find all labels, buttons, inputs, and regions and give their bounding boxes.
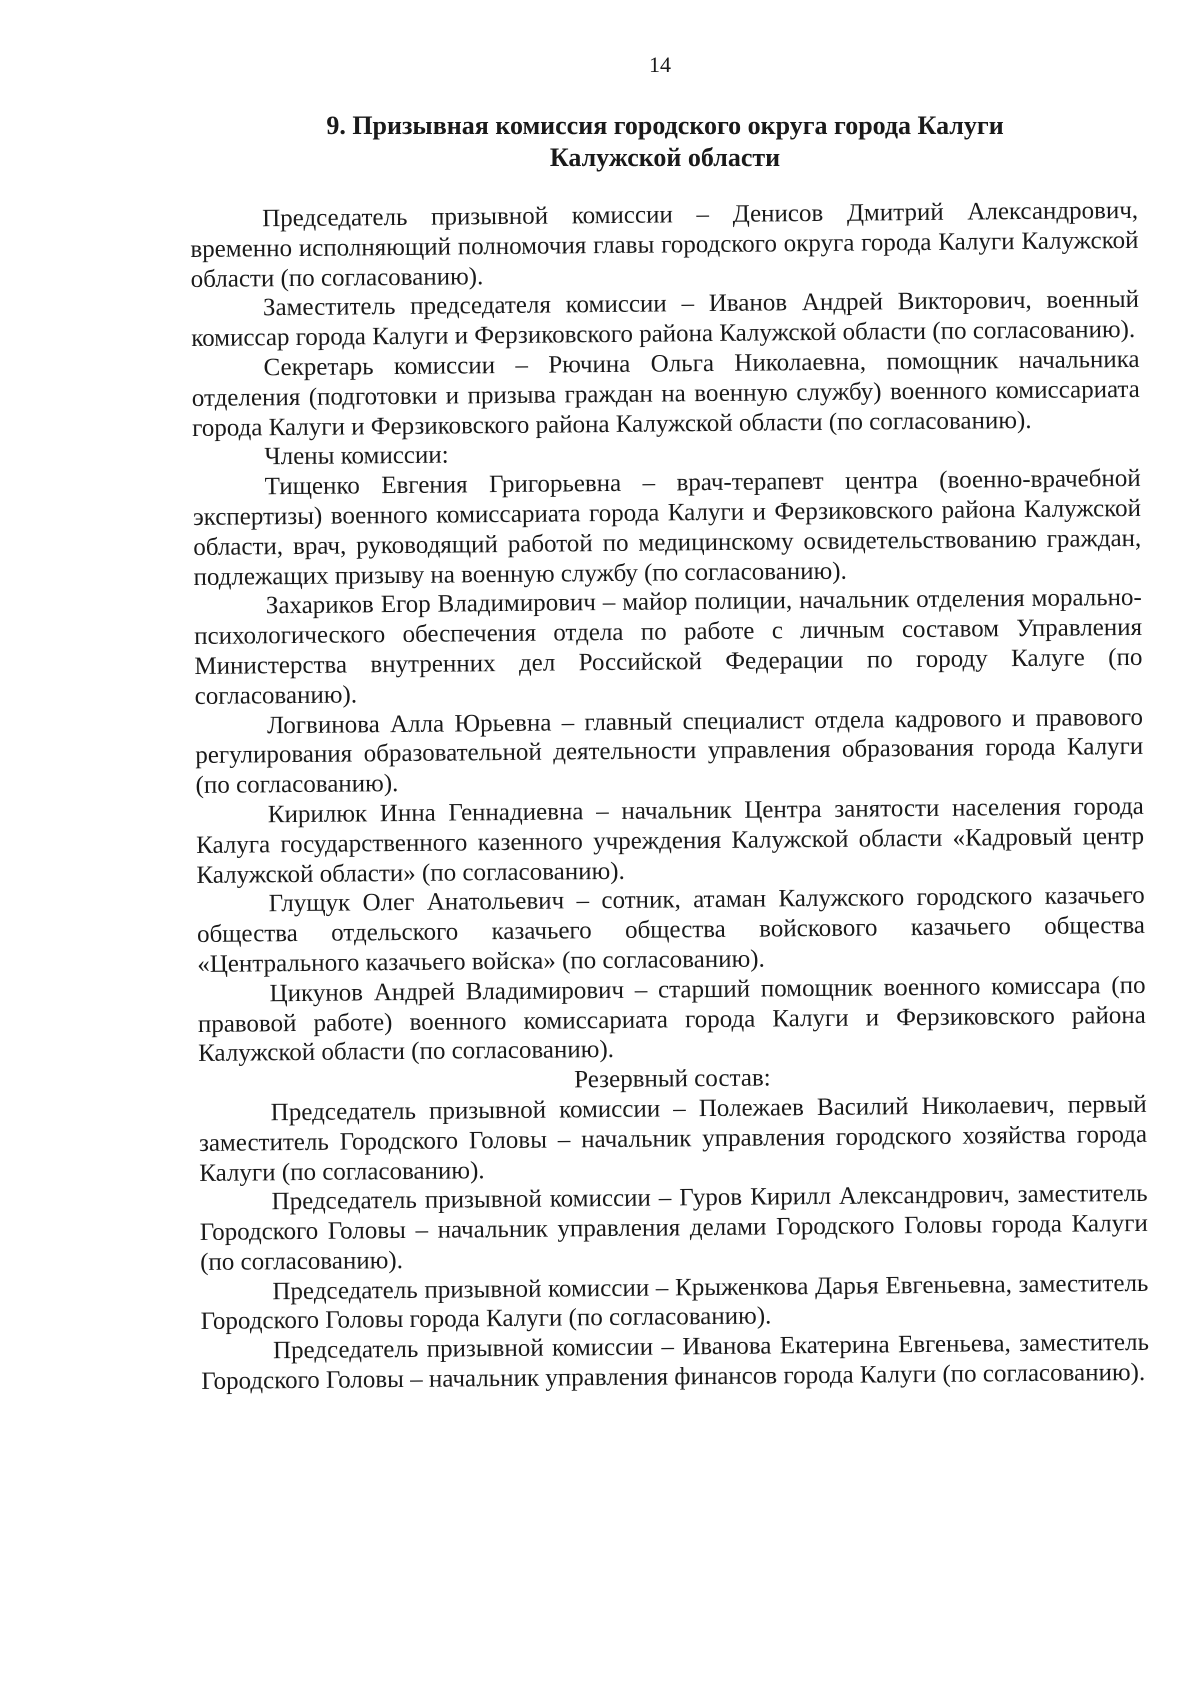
page-number: 14 [649,52,671,77]
paragraph-member-glushchuk: Глущук Олег Анатольевич – сотник, атаман Калужского городского казачьего общества отдельского казачьего общества войскового казачьего общества «Центрального казачьего войска» (по согласованию). [196,882,1146,978]
paragraph-members-heading: Члены комиссии: [264,441,449,471]
paragraph-deputy-chairman: Заместитель председателя комиссии – Иванов Андрей Викторович, военный комиссар города Калуги и Ферзиковского района Калужской области (по согласованию). [191,286,1140,353]
paragraph-reserve-gurov: Председатель призывной комиссии – Гуров Кирилл Александрович, заместитель Городского Головы – начальник управления делами Городского Головы города Калуги (по согласованию). [199,1180,1148,1276]
paragraph-reserve-polezhaev: Председатель призывной комиссии – Полежаев Василий Николаевич, первый заместитель Городского Головы – начальник управления городского хозяйства города Калуги (по согласованию). [198,1090,1148,1187]
paragraph-member-tsikunov: Цикунов Андрей Владимирович – старший помощник военного комиссара (по правовой работе) военного комиссариата города Калуги и Ферзиковского района Калужской области (по согласованию). [197,971,1146,1068]
paragraph-member-kirilyuk: Кирилюк Инна Геннадиевна – начальник Центра занятости населения города Калуга государственного казенного учреждения Калужской области «Кадровый центр Калужской области» (по согласованию). [196,792,1145,889]
paragraph-reserve-kryzhenkova: Председатель призывной комиссии – Крыженкова Дарья Евгеньевна, заместитель Городского Головы города Калуги (по согласованию). [200,1269,1149,1336]
section-title-line-1: 9. Призывная комиссия городского округа города Калуги [326,111,1004,140]
reserve-heading: Резервный состав: [574,1064,771,1094]
section-title [190,110,1140,174]
paragraph-reserve-ivanova: Председатель призывной комиссии – Иванова Екатерина Евгеньева, заместитель Городского Головы – начальник управления финансов города Калуги (по согласованию). [201,1329,1150,1396]
paragraph-chairman: Председатель призывной комиссии – Денисов Дмитрий Александрович, временно исполняющий полномочия главы городского округа города Калуги Калужской области (по согласованию). [190,196,1139,293]
paragraph-member-logvinova: Логвинова Алла Юрьевна – главный специалист отдела кадрового и правового регулирования образовательной деятельности управления образования города Калуги (по согласованию). [195,703,1144,800]
document-body [190,196,1149,1397]
paragraph-member-zakharikov: Захариков Егор Владимирович – майор полиции, начальник отделения морально-психологического обеспечения отдела по работе с личным составом Управления Министерства внутренних дел Российской Федерации по городу Калуге (по согласованию). [194,584,1143,710]
section-title-line-2: Калужской области [549,143,781,172]
paragraph-member-tishchenko: Тищенко Евгения Григорьевна – врач-терапевт центра (военно-врачебной экспертизы) военного комиссариата города Калуги и Ферзиковского района Калужской области, врач, руководящий работой по медицинскому освидетельствованию граждан, подлежащих призыву на военную службу (по согласованию). [192,465,1142,591]
paragraph-secretary: Секретарь комиссии – Рючина Ольга Николаевна, помощник начальника отделения (подготовки и призыва граждан на военную службу) военного комиссариата города Калуги и Ферзиковского района Калужской области (по согласованию). [191,345,1140,442]
